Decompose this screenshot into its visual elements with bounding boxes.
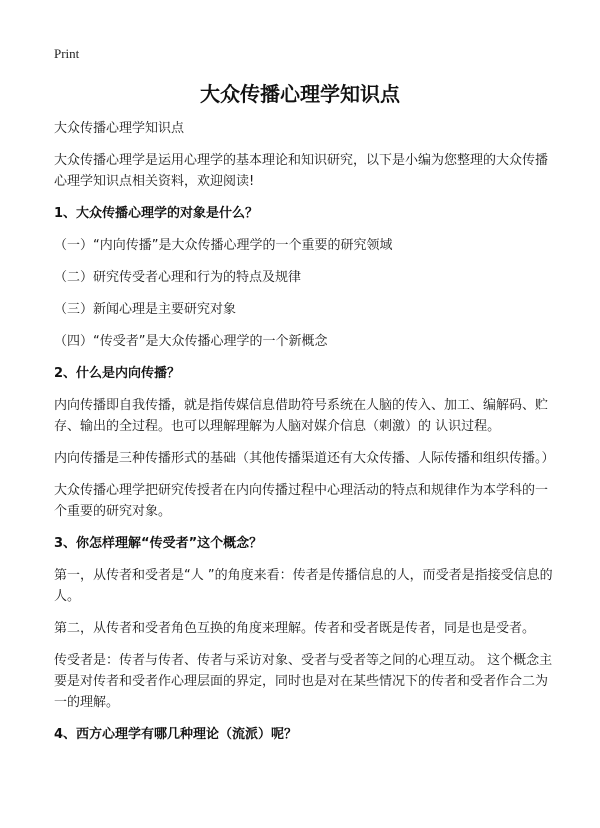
section-paragraph: 第二，从传者和受者角色互换的角度来理解。传者和受者既是传者，同是也是受者。 xyxy=(54,621,536,636)
print-label: Print xyxy=(54,46,80,61)
section-paragraph: 传受者是：传者与传者、传者与采访对象、受者与受者等之间的心理互动。 这个概念主要是对传者和受者作心理层面的界定，同时也是对在某些情况下的传者和受者作合二为一的理解。 xyxy=(54,653,553,710)
section-heading: 3、你怎样理解“传受者”这个概念？ xyxy=(54,536,263,551)
list-item: （一）“内向传播”是大众传播心理学的一个重要的研究领域 xyxy=(54,238,393,253)
section-heading: 2、什么是内向传播？ xyxy=(54,366,181,381)
document-title: 大众传播心理学知识点 xyxy=(200,82,400,106)
document-body xyxy=(54,118,554,756)
section-heading: 1、大众传播心理学的对象是什么？ xyxy=(54,206,259,221)
intro-paragraph: 大众传播心理学是运用心理学的基本理论和知识研究，以下是小编为您整理的大众传播心理学知识点相关资料，欢迎阅读! xyxy=(54,153,549,189)
section-heading: 4、西方心理学有哪几种理论（流派）呢？ xyxy=(54,727,298,742)
section-paragraph: 第一，从传者和受者是“人 ”的角度来看：传者是传播信息的人，而受者是指接受信息的人。 xyxy=(54,568,553,604)
list-item: （二）研究传受者心理和行为的特点及规律 xyxy=(54,270,302,285)
section-paragraph: 大众传播心理学把研究传授者在内向传播过程中心理活动的特点和规律作为本学科的一个重要的研究对象。 xyxy=(54,483,549,519)
section-paragraph: 内向传播是三种传播形式的基础（其他传播渠道还有大众传播、人际传播和组织传播。） xyxy=(54,451,555,466)
list-item: （三）新闻心理是主要研究对象 xyxy=(54,302,237,317)
section-paragraph: 内向传播即自我传播，就是指传媒信息借助符号系统在人脑的传入、加工、编解码、贮存、输出的全过程。也可以理解理解为人脑对媒介信息（刺激）的 认识过程。 xyxy=(54,398,549,434)
list-item: （四）“传受者”是大众传播心理学的一个新概念 xyxy=(54,334,328,349)
document-subtitle: 大众传播心理学知识点 xyxy=(54,121,185,136)
